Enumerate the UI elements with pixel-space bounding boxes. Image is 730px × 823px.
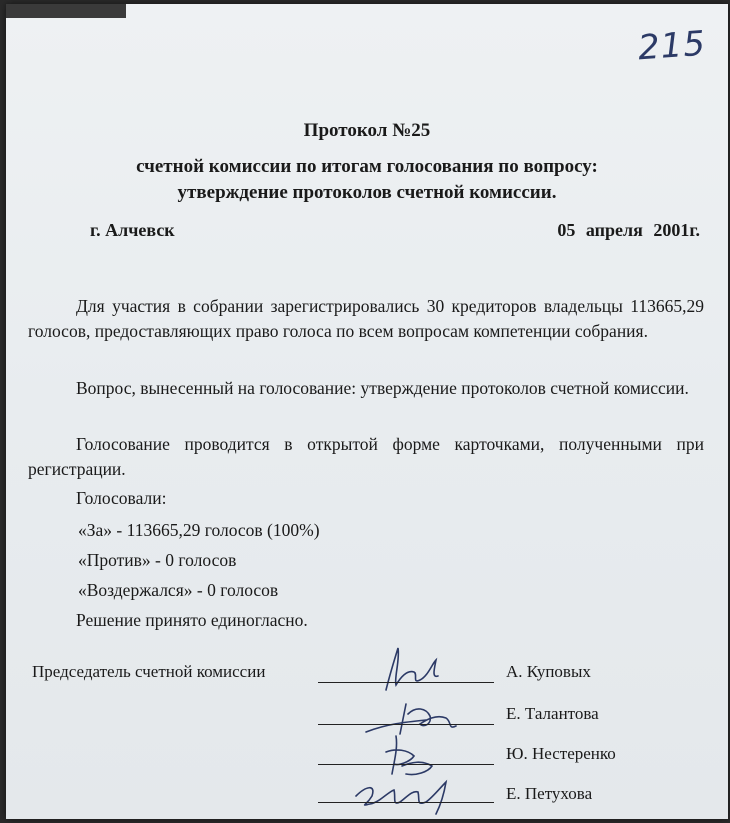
signatory-name-4: Е. Петухова <box>506 784 593 803</box>
subtitle-line-1: счетной комиссии по итогам голосования по вопросу: <box>136 156 598 177</box>
signature-line-1 <box>318 682 494 683</box>
signatory-name-3: Ю. Нестеренко <box>506 744 616 763</box>
document-subtitle <box>6 154 728 206</box>
signature-line-2 <box>318 724 494 725</box>
voted-label: Голосовали: <box>76 488 167 508</box>
vote-for: «За» - 113665,29 голосов (100%) <box>78 520 320 540</box>
paragraph-question: Вопрос, вынесенный на голосование: утверждение протоколов счетной комиссии. <box>76 378 689 398</box>
paragraph-voting-form: Голосование проводится в открытой форме карточками, полученными при регистрации. <box>28 434 704 479</box>
vote-abstain: «Воздержался» - 0 голосов <box>78 580 279 600</box>
page-corner-shadow <box>6 4 126 18</box>
document-city: г. Алчевск <box>90 220 175 240</box>
document-page <box>6 4 728 819</box>
signature-scribble-4 <box>336 762 486 822</box>
signatory-name-1: А. Куповых <box>506 662 591 681</box>
chair-label: Председатель счетной комиссии <box>32 662 266 681</box>
signatory-name-2: Е. Талантова <box>506 704 599 723</box>
subtitle-line-2: утверждение протоколов счетной комиссии. <box>177 182 557 203</box>
handwritten-page-number: 215 <box>636 23 708 69</box>
document-title: Протокол №25 <box>303 120 431 141</box>
signature-line-4 <box>318 802 494 803</box>
paragraph-registration: Для участия в собрании зарегистрировались 30 кредиторов владельцы 113665,29 голосов, предоставляющих право голоса по всем вопросам компетенции собрания. <box>28 296 704 341</box>
document-date: 05 апреля 2001г. <box>557 220 700 240</box>
decision-text: Решение принято единогласно. <box>76 610 308 630</box>
vote-against: «Против» - 0 голосов <box>78 550 237 570</box>
